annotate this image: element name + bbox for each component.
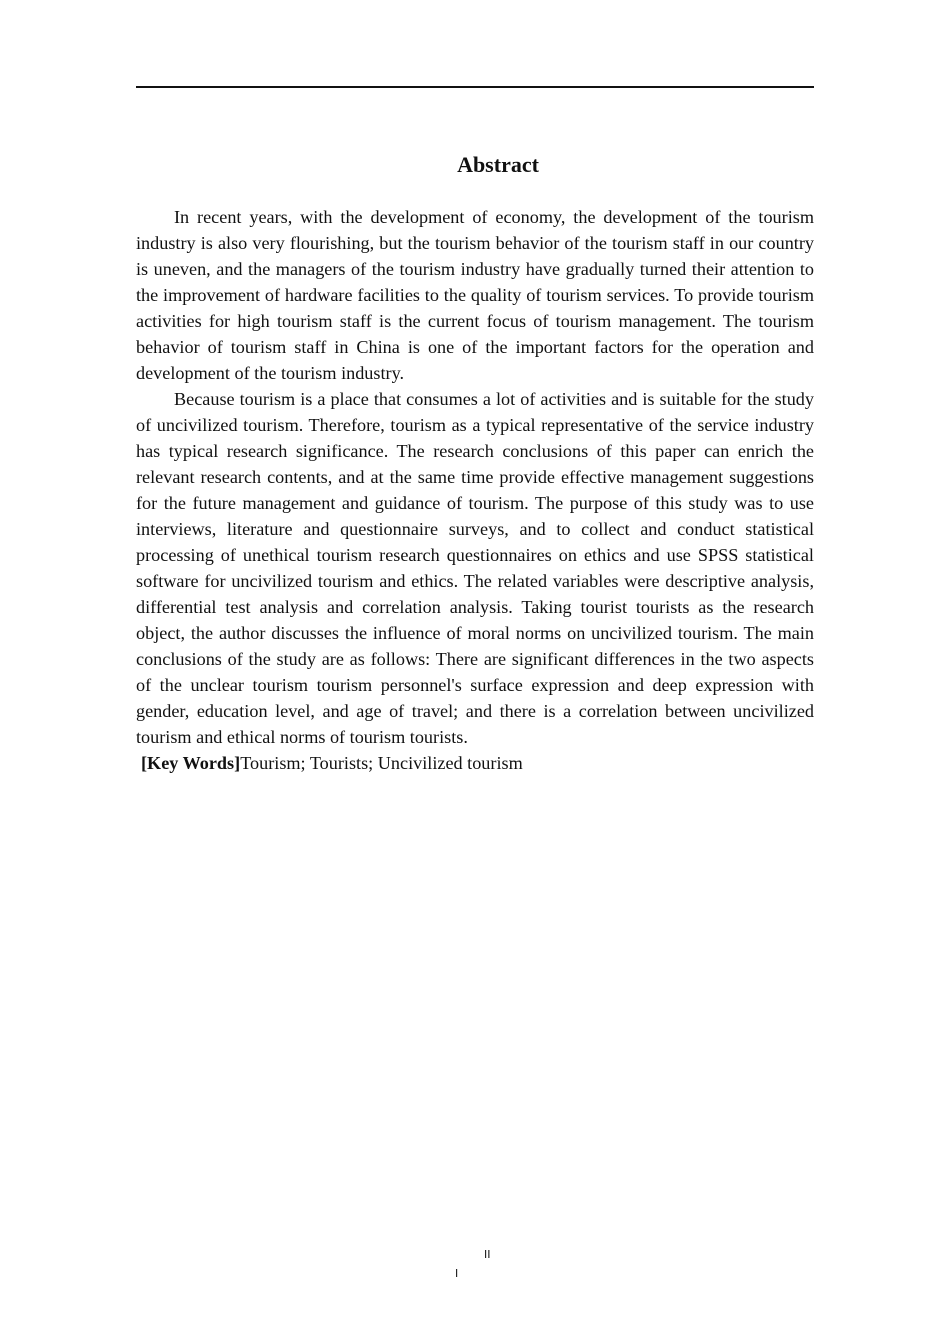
keywords-line — [136, 750, 814, 776]
abstract-paragraph-1: In recent years, with the development of economy, the development of the tourism industry is also very flourishing, but the tourism behavior of the tourism staff in our country is uneven, and the managers of the tourism industry have gradually turned their attention to the improvement of hardware facilities to the quality of tourism services. To provide tourism activities for high tourism staff is the current focus of tourism management. The tourism behavior of tourism staff in China is one of the important factors for the operation and development of the tourism industry. — [136, 207, 814, 383]
keywords-text: Tourism; Tourists; Uncivilized tourism — [240, 753, 523, 773]
abstract-title: Abstract — [457, 152, 539, 177]
keywords-label: [Key Words] — [141, 753, 241, 773]
abstract-body — [136, 204, 814, 776]
page-number-roman-1: I — [455, 1267, 459, 1280]
page-number-roman-2: II — [484, 1248, 491, 1261]
abstract-paragraph-2: Because tourism is a place that consumes a lot of activities and is suitable for the study of uncivilized tourism. Therefore, tourism as a typical representative of the service industry has typical research significance. The research conclusions of this paper can enrich the relevant research contents, and at the same time provide effective management suggestions for the future management and guidance of tourism. The purpose of this study was to use interviews, literature and questionnaire surveys, and to collect and conduct statistical processing of unethical tourism research questionnaires on ethics and use SPSS statistical software for uncivilized tourism and ethics. The related variables were descriptive analysis, differential test analysis and correlation analysis. Taking tourist tourists as the research object, the author discusses the influence of moral norms on uncivilized tourism. The main conclusions of the study are as follows: There are significant differences in the two aspects of the unclear tourism tourism personnel's surface expression and deep expression with gender, education level, and age of travel; and there is a correlation between uncivilized tourism and ethical norms of tourism tourists. — [136, 389, 814, 747]
header-rule — [136, 86, 814, 88]
